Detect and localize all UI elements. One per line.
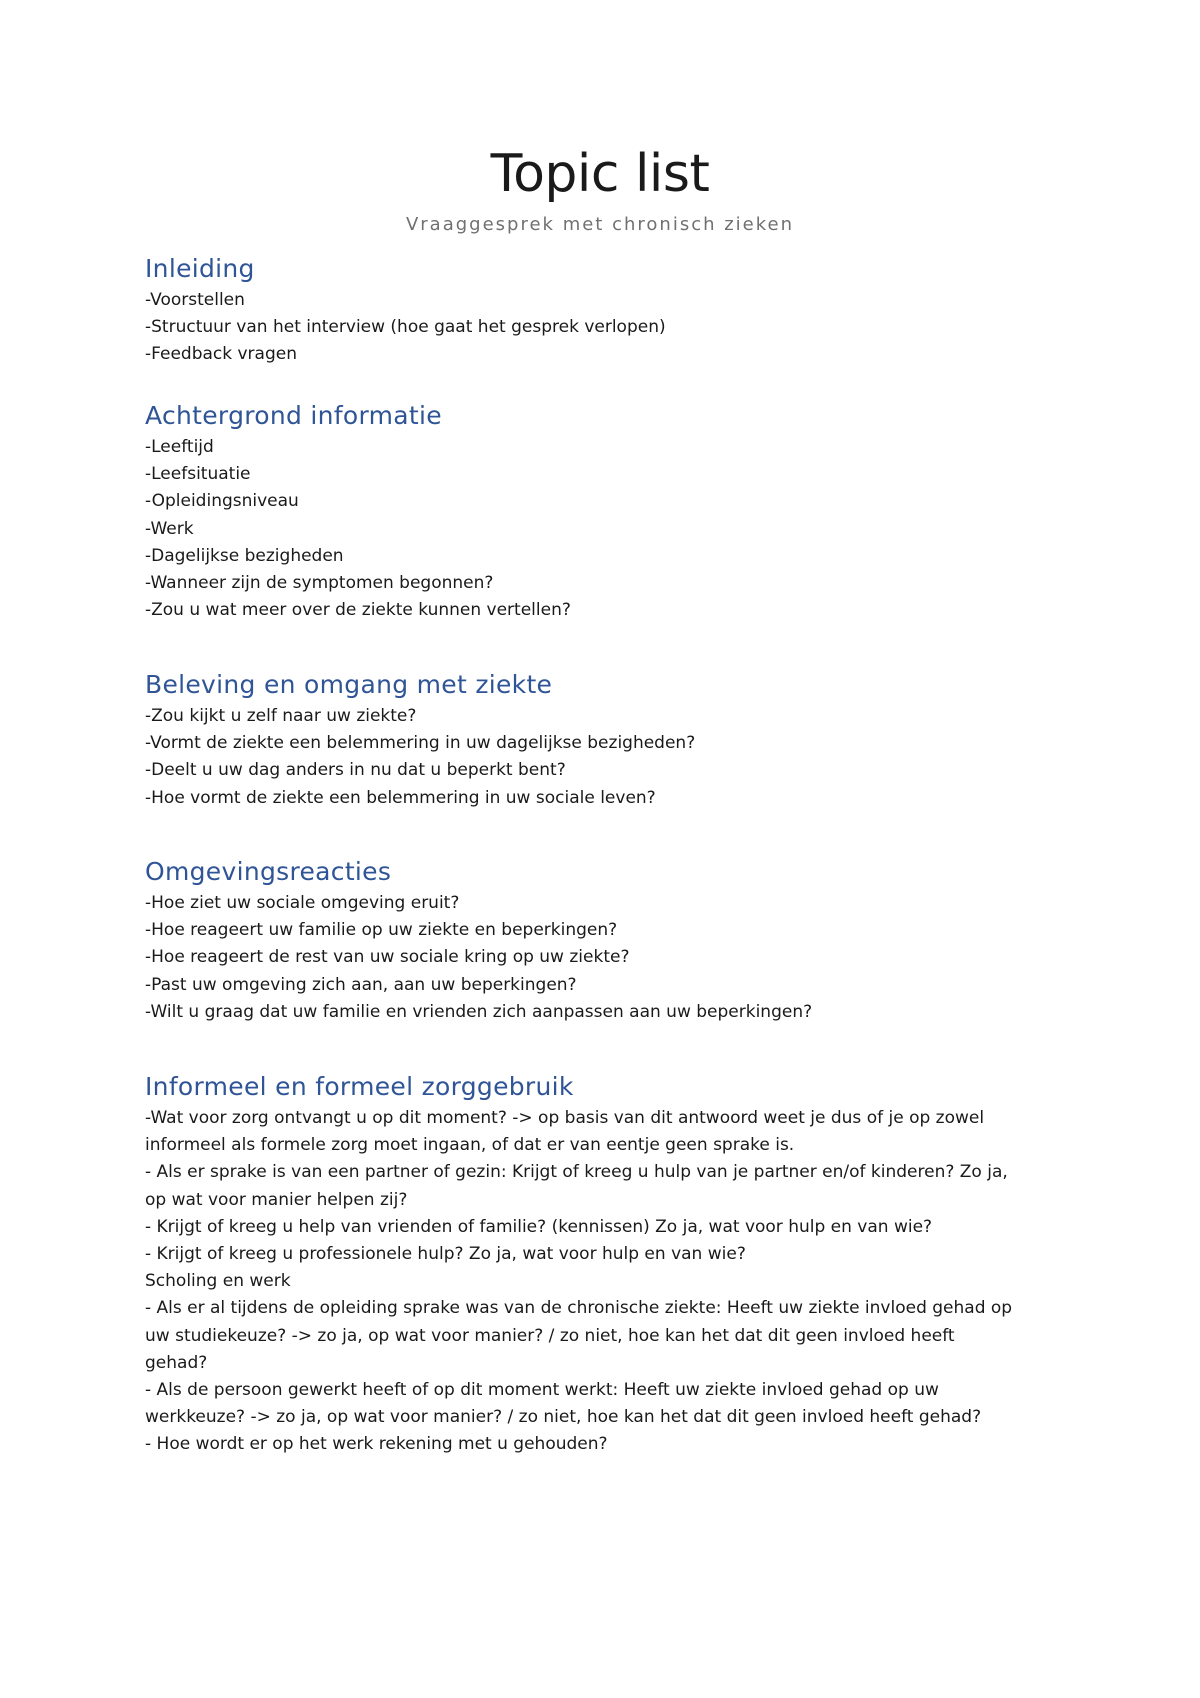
- section-body: [145, 1105, 1075, 1459]
- text-line: -Wat voor zorg ontvangt u op dit moment? -> op basis van dit antwoord weet je dus of je op zowel: [145, 1108, 985, 1128]
- section-heading: Beleving en omgang met ziekte: [145, 670, 553, 699]
- text-line: -Werk: [145, 518, 194, 539]
- section-body: [145, 703, 1075, 812]
- text-line: op wat voor manier helpen zij?: [145, 1189, 408, 1210]
- text-line: - Als er al tijdens de opleiding sprake was van de chronische ziekte: Heeft uw ziekte invloed gehad op: [145, 1298, 1013, 1319]
- text-line: -Hoe reageert uw familie op uw ziekte en beperkingen?: [145, 920, 618, 941]
- section-body: [145, 890, 1075, 1026]
- text-line: -Opleidingsniveau: [145, 491, 299, 512]
- section-zorggebruik: [145, 1071, 1075, 1459]
- text-line: -Wanneer zijn de symptomen begonnen?: [145, 573, 494, 594]
- section-inleiding: [145, 253, 1075, 369]
- text-line: gehad?: [145, 1352, 208, 1373]
- section-heading: Inleiding: [145, 254, 255, 283]
- text-line: -Hoe reageert de rest van uw sociale kring op uw ziekte?: [145, 947, 630, 968]
- text-line: -Dagelijkse bezigheden: [145, 545, 344, 566]
- text-line: werkkeuze? -> zo ja, op wat voor manier? / zo niet, hoe kan het dat dit geen invloed heeft gehad?: [145, 1407, 982, 1428]
- text-line: - Krijgt of kreeg u help van vrienden of familie? (kennissen) Zo ja, wat voor hulp en van wie?: [145, 1216, 933, 1237]
- section-heading: Informeel en formeel zorggebruik: [145, 1072, 574, 1101]
- text-line: -Hoe vormt de ziekte een belemmering in uw sociale leven?: [145, 787, 656, 808]
- text-line: -Hoe ziet uw sociale omgeving eruit?: [145, 893, 460, 913]
- document-title: Topic list: [490, 144, 710, 204]
- section-achtergrond-informatie: [145, 400, 1075, 624]
- section-heading: Omgevingsreacties: [145, 857, 392, 886]
- document-subtitle: Vraaggesprek met chronisch zieken: [405, 214, 795, 235]
- text-line: -Leeftijd: [145, 437, 214, 457]
- text-line: -Feedback vragen: [145, 344, 297, 365]
- text-line: Scholing en werk: [145, 1271, 291, 1292]
- text-line: informeel als formele zorg moet ingaan, of dat er van eentje geen sprake is.: [145, 1135, 795, 1156]
- text-line: - Krijgt of kreeg u professionele hulp? Zo ja, wat voor hulp en van wie?: [145, 1244, 746, 1265]
- text-line: -Zou kijkt u zelf naar uw ziekte?: [145, 706, 417, 726]
- text-line: uw studiekeuze? -> zo ja, op wat voor manier? / zo niet, hoe kan het dat dit geen invloed heeft: [145, 1325, 955, 1346]
- section-omgevingsreacties: [145, 856, 1075, 1026]
- text-line: -Voorstellen: [145, 290, 245, 310]
- text-line: - Als de persoon gewerkt heeft of op dit moment werkt: Heeft uw ziekte invloed gehad op uw: [145, 1380, 939, 1401]
- section-heading: Achtergrond informatie: [145, 401, 442, 430]
- text-line: -Deelt u uw dag anders in nu dat u beperkt bent?: [145, 760, 566, 781]
- text-line: -Wilt u graag dat uw familie en vrienden zich aanpassen aan uw beperkingen?: [145, 1001, 813, 1022]
- text-line: -Vormt de ziekte een belemmering in uw dagelijkse bezigheden?: [145, 733, 696, 754]
- text-line: -Zou u wat meer over de ziekte kunnen vertellen?: [145, 600, 571, 621]
- text-line: - Hoe wordt er op het werk rekening met u gehouden?: [145, 1434, 608, 1455]
- section-beleving-en-omgang: [145, 669, 1075, 812]
- text-line: -Past uw omgeving zich aan, aan uw beperkingen?: [145, 974, 577, 995]
- section-body: [145, 287, 1075, 369]
- section-body: [145, 434, 1075, 624]
- text-line: -Leefsituatie: [145, 464, 251, 485]
- text-line: -Structuur van het interview (hoe gaat het gesprek verlopen): [145, 317, 666, 338]
- text-line: - Als er sprake is van een partner of gezin: Krijgt of kreeg u hulp van je partner en/of kinderen? Zo ja,: [145, 1162, 1008, 1183]
